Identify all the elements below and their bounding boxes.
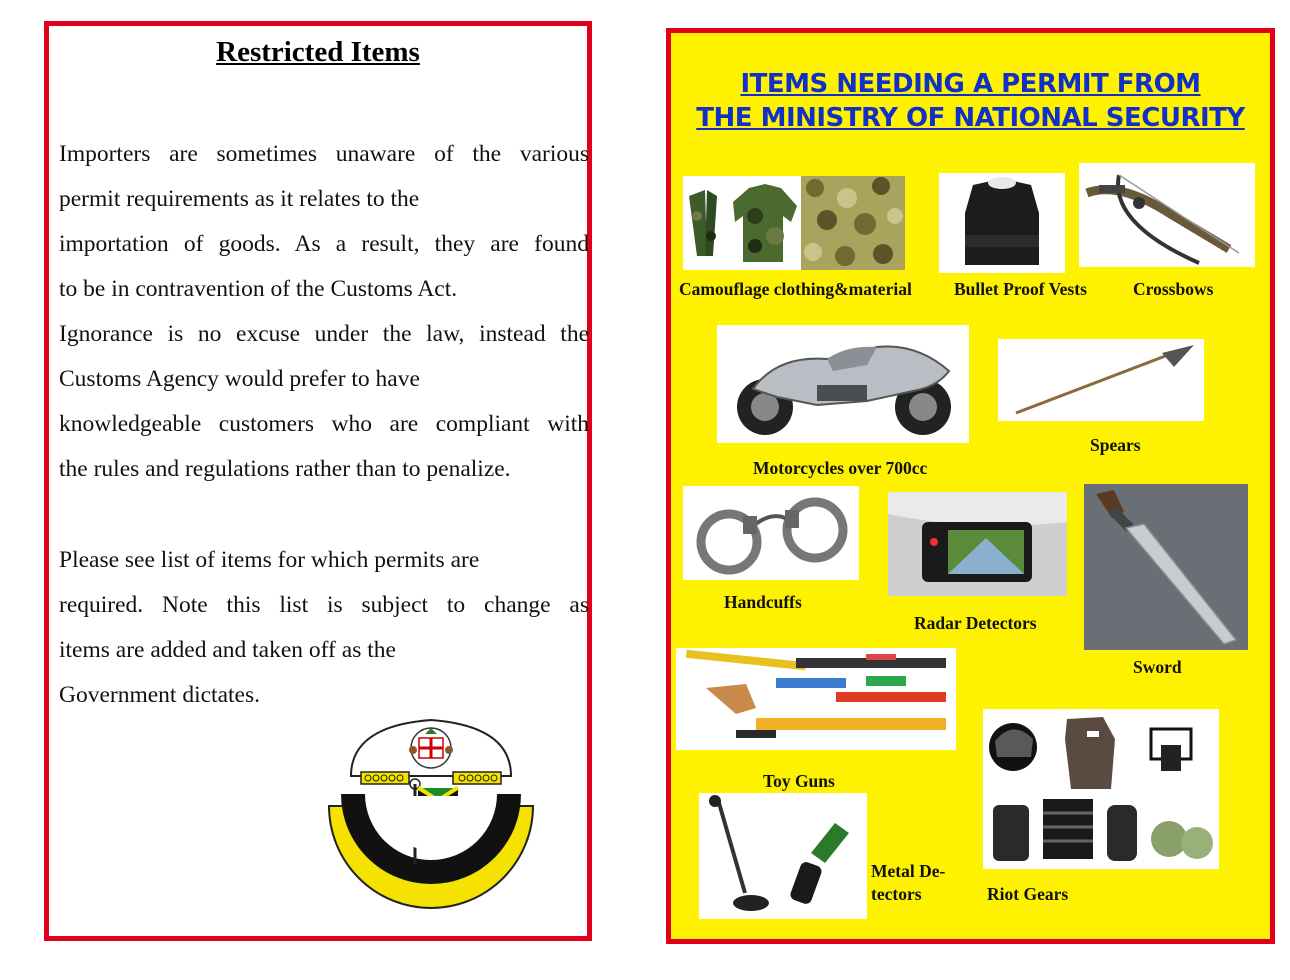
title-line: ITEMS NEEDING A PERMIT FROM	[740, 69, 1201, 99]
text-line: required. Note this list is subject to change as	[59, 592, 589, 618]
item-label-toyguns: Toy Guns	[763, 771, 835, 791]
item-label-radar: Radar Detectors	[914, 613, 1037, 633]
permit-panel-title	[671, 67, 1270, 135]
text-line: Ignorance is no excuse under the law, instead the	[59, 321, 589, 347]
bullet-proof-vest-image	[939, 173, 1065, 273]
camouflage-clothing-image	[683, 176, 801, 270]
list-note-paragraph	[59, 538, 589, 718]
item-label-metal-1: Metal De-	[871, 861, 946, 881]
camouflage-material-image	[801, 176, 905, 270]
text-line: Importers are sometimes unaware of the various	[59, 141, 589, 167]
jamaica-customs-crest-icon	[321, 714, 541, 934]
sword-image	[1084, 484, 1248, 650]
intro-paragraph	[59, 132, 589, 492]
text-line: Customs Agency would prefer to have	[59, 366, 420, 392]
riot-gear-image	[983, 709, 1219, 869]
restricted-items-panel	[44, 21, 592, 941]
panel-title: Restricted Items	[216, 36, 420, 68]
title-line: THE MINISTRY OF NATIONAL SECURITY	[696, 103, 1245, 133]
spear-image	[998, 339, 1204, 421]
item-label-riot: Riot Gears	[987, 884, 1069, 904]
text-line: items are added and taken off as the	[59, 637, 396, 663]
crossbow-image	[1079, 163, 1255, 267]
text-line: knowledgeable customers who are compliant with	[59, 411, 589, 437]
toy-guns-image	[676, 648, 956, 750]
motorcycle-image	[717, 325, 969, 443]
item-label-spears: Spears	[1090, 435, 1141, 455]
text-line: permit requirements as it relates to the	[59, 186, 420, 212]
handcuffs-image	[683, 486, 859, 580]
text-line: importation of goods. As a result, they are found	[59, 231, 589, 257]
text-line: Please see list of items for which permits are	[59, 547, 480, 573]
item-label-crossbows: Crossbows	[1133, 279, 1214, 299]
item-label-handcuffs: Handcuffs	[724, 592, 802, 612]
text-line: Government dictates.	[59, 682, 260, 708]
permit-items-panel	[666, 28, 1275, 944]
metal-detector-image	[699, 793, 867, 919]
item-label-metal-2: tectors	[871, 884, 922, 904]
item-label-vests: Bullet Proof Vests	[954, 279, 1087, 299]
item-label-sword: Sword	[1133, 657, 1182, 677]
text-line: the rules and regulations rather than to penalize.	[59, 456, 511, 482]
text-line: to be in contravention of the Customs Act.	[59, 276, 458, 302]
radar-detector-image	[888, 492, 1067, 596]
item-label-motorcycles: Motorcycles over 700cc	[753, 458, 928, 478]
item-label-camouflage: Camouflage clothing&material	[679, 279, 912, 299]
